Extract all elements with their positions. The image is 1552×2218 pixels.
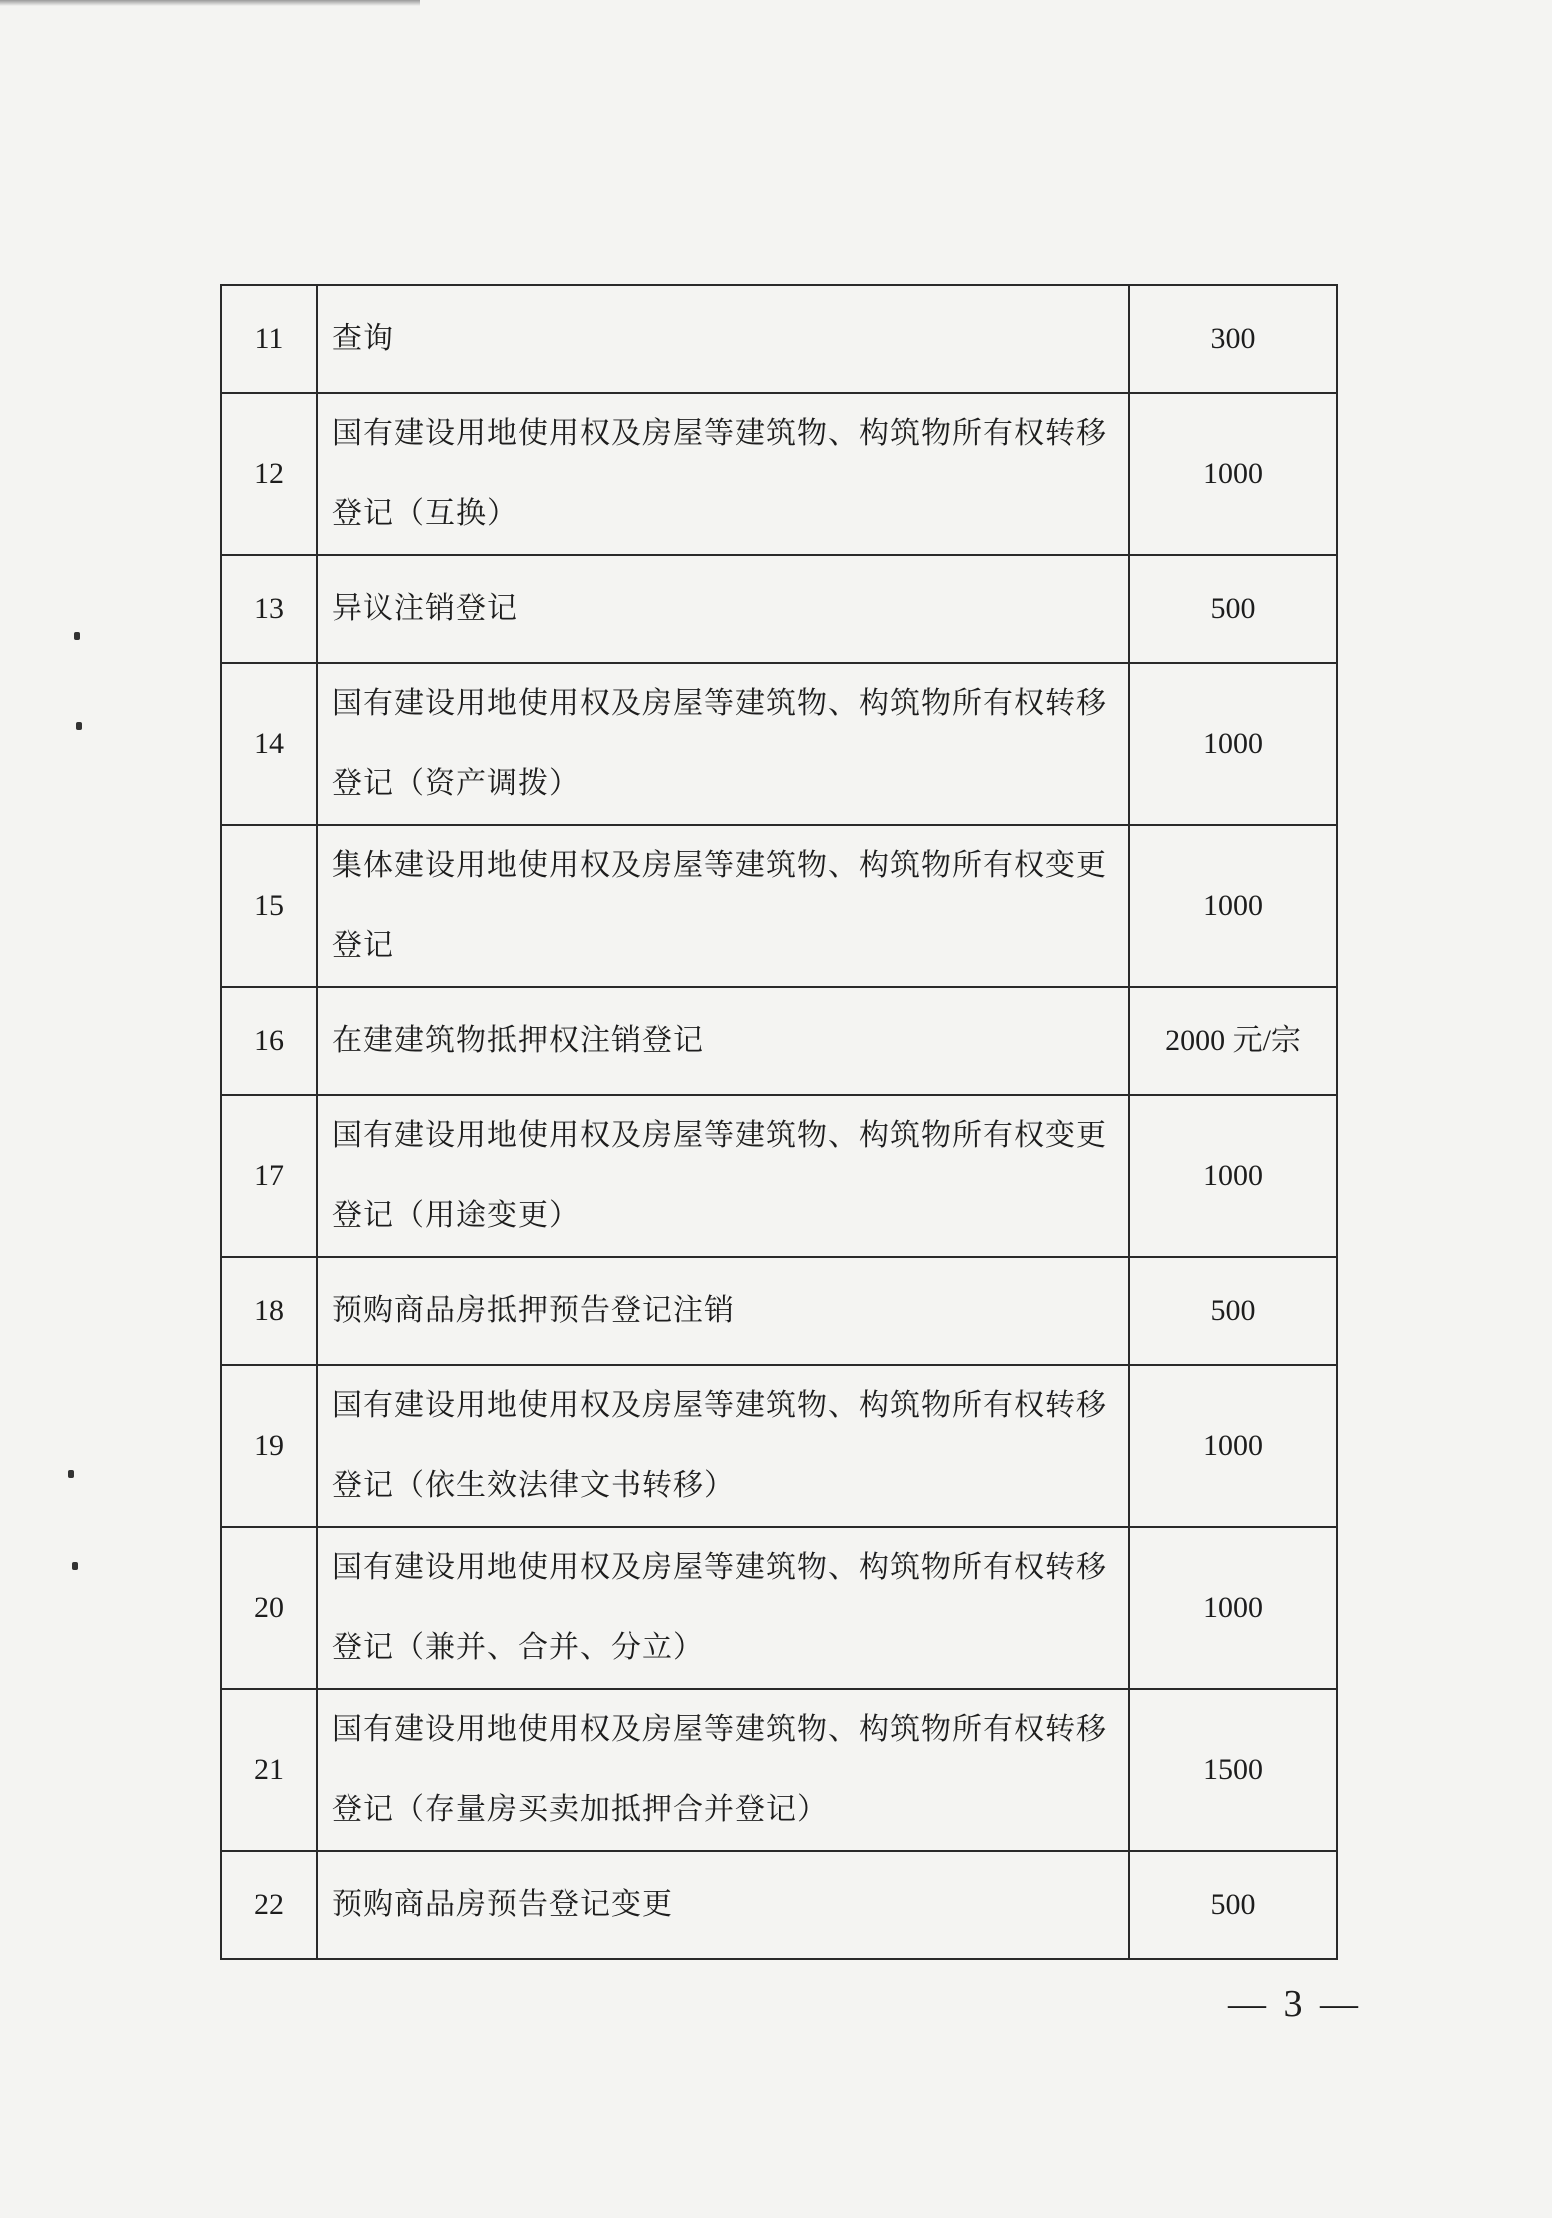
row-item: 国有建设用地使用权及房屋等建筑物、构筑物所有权转移登记（依生效法律文书转移）: [317, 1365, 1129, 1527]
table-row: [221, 663, 1337, 825]
fee-table-body: [221, 285, 1337, 1959]
scan-speck: [68, 1470, 74, 1478]
row-fee: 1000: [1129, 393, 1337, 555]
row-number: 17: [221, 1095, 317, 1257]
row-number: 18: [221, 1257, 317, 1365]
row-number: 21: [221, 1689, 317, 1851]
row-item: 查询: [317, 285, 1129, 393]
row-fee: 1000: [1129, 825, 1337, 987]
row-number: 22: [221, 1851, 317, 1959]
scan-speck: [76, 722, 82, 730]
row-number: 11: [221, 285, 317, 393]
row-item: 国有建设用地使用权及房屋等建筑物、构筑物所有权转移登记（互换）: [317, 393, 1129, 555]
row-item: 集体建设用地使用权及房屋等建筑物、构筑物所有权变更登记: [317, 825, 1129, 987]
row-item: 在建建筑物抵押权注销登记: [317, 987, 1129, 1095]
row-fee: 2000 元/宗: [1129, 987, 1337, 1095]
table-row: [221, 285, 1337, 393]
row-fee: 1000: [1129, 1365, 1337, 1527]
row-fee: 1000: [1129, 1095, 1337, 1257]
page-number: — 3 —: [1228, 1983, 1362, 2025]
row-item: 国有建设用地使用权及房屋等建筑物、构筑物所有权转移登记（存量房买卖加抵押合并登记）: [317, 1689, 1129, 1851]
table-row: [221, 987, 1337, 1095]
row-fee: 500: [1129, 555, 1337, 663]
table-row: [221, 1095, 1337, 1257]
scan-speck: [74, 632, 80, 640]
table-row: [221, 1851, 1337, 1959]
scan-edge: [0, 0, 420, 6]
fee-table: [220, 284, 1338, 1960]
table-row: [221, 825, 1337, 987]
row-number: 14: [221, 663, 317, 825]
table-row: [221, 393, 1337, 555]
table-row: [221, 1527, 1337, 1689]
row-item: 异议注销登记: [317, 555, 1129, 663]
row-fee: 1000: [1129, 1527, 1337, 1689]
row-fee: 1000: [1129, 663, 1337, 825]
row-number: 12: [221, 393, 317, 555]
table-row: [221, 1365, 1337, 1527]
row-fee: 500: [1129, 1851, 1337, 1959]
row-fee: 1500: [1129, 1689, 1337, 1851]
row-number: 16: [221, 987, 317, 1095]
row-number: 20: [221, 1527, 317, 1689]
row-item: 预购商品房预告登记变更: [317, 1851, 1129, 1959]
row-fee: 500: [1129, 1257, 1337, 1365]
table-row: [221, 1257, 1337, 1365]
row-item: 国有建设用地使用权及房屋等建筑物、构筑物所有权转移登记（兼并、合并、分立）: [317, 1527, 1129, 1689]
row-item: 国有建设用地使用权及房屋等建筑物、构筑物所有权转移登记（资产调拨）: [317, 663, 1129, 825]
row-number: 13: [221, 555, 317, 663]
row-fee: 300: [1129, 285, 1337, 393]
row-item: 国有建设用地使用权及房屋等建筑物、构筑物所有权变更登记（用途变更）: [317, 1095, 1129, 1257]
row-item: 预购商品房抵押预告登记注销: [317, 1257, 1129, 1365]
row-number: 15: [221, 825, 317, 987]
scan-speck: [72, 1562, 78, 1570]
row-number: 19: [221, 1365, 317, 1527]
table-row: [221, 555, 1337, 663]
table-row: [221, 1689, 1337, 1851]
